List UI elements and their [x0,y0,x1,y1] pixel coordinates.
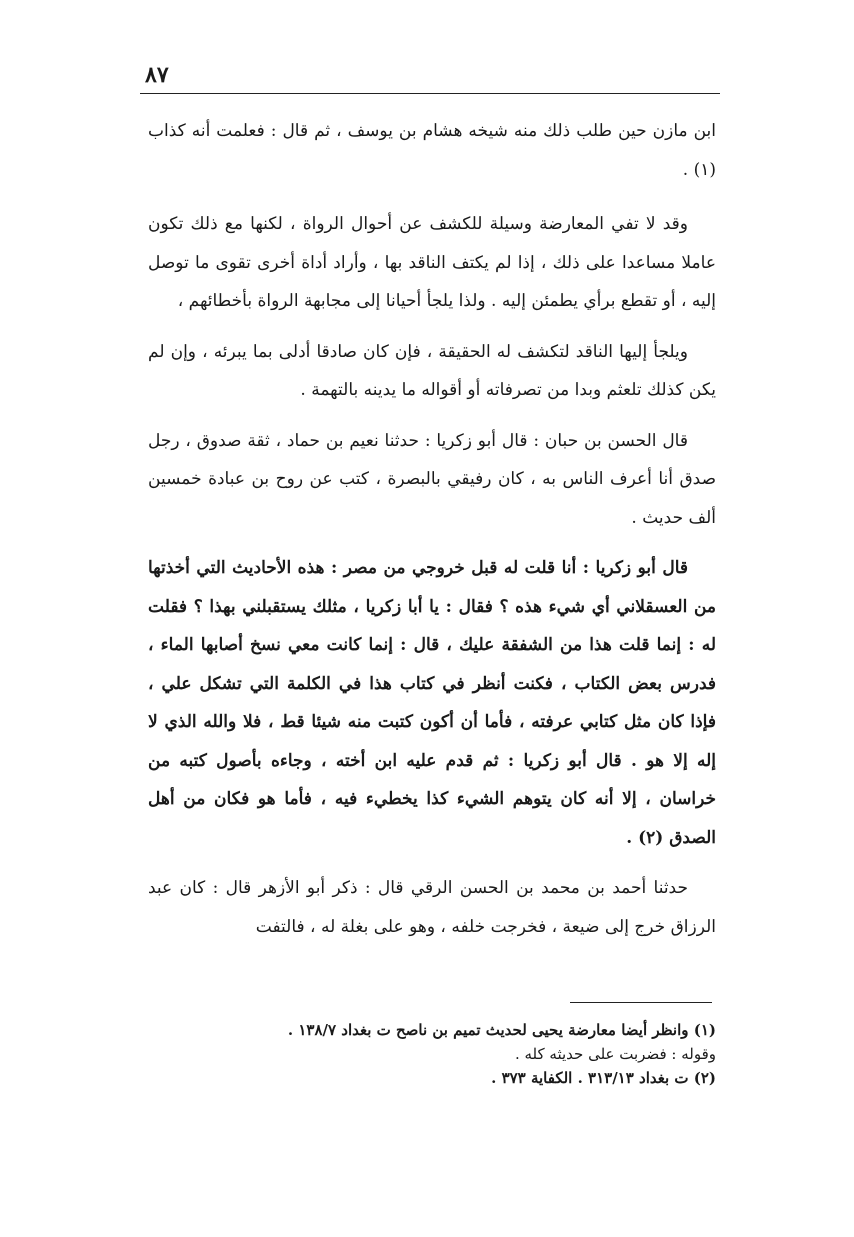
paragraph-4: قال الحسن بن حبان : قال أبو زكريا : حدثنا نعيم بن حماد ، ثقة صدوق ، رجل صدق أنا أعرف الناس به ، كان رفيقي بالبصرة ، كتب عن روح بن عبادة خمسين ألف حديث . [148,430,716,528]
footnotes [148,1018,716,1090]
paragraph-5: قال أبو زكريا : أنا قلت له قبل خروجي من مصر : هذه الأحاديث التي أخذتها من العسقلاني أي شيء هذه ؟ فقال : يا أبا زكريا ، مثلك يستقبلني بهذا ؟ فقلت له : إنما قلت هذا من الشفقة عليك ، قال : إنما كانت معي نسخ أصابها الماء ، فدرس بعض الكتاب ، فكنت أنظر في كتاب هذا في الكلمة التي تشكل علي ، فإذا كان مثل كتابي عرفته ، فأما أن أكون كتبت منه شيئا قط ، فلا والله الذي لا إله إلا هو . قال أبو زكريا : ثم قدم عليه ابن أخته ، وجاءه بأصول كتبه من خراسان ، إلا أنه كان يتوهم الشيء كذا يخطيء فيه ، فأما هو فكان من أهل الصدق (٢) . [148,558,716,848]
paragraph-2: وقد لا تفي المعارضة وسيلة للكشف عن أحوال الرواة ، لكنها مع ذلك تكون عاملا مساعدا على ذلك ، إذا لم يكتف الناقد بها ، وأراد أداة أخرى تقوى ما توصل إليه ، أو تقطع برأي يطمئن إليه . ولذا يلجأ أحيانا إلى مجابهة الرواة بأخطائهم ، [148,214,716,311]
paragraph-1: ابن مازن حين طلب ذلك منه شيخه هشام بن يوسف ، ثم قال : فعلمت أنه كذاب (١) . [148,121,716,180]
footnote-1: (١) وانظر أيضا معارضة يحيى لحديث تميم بن ناصح ت بغداد ١٣٨/٧ . [287,1021,716,1039]
footnote-rule [570,1002,712,1003]
page-number: ٨٧ [145,62,169,88]
body-text [148,112,716,946]
footnote-1-continued: وقوله : فضربت على حديثه كله . [514,1045,716,1063]
footnote-2: (٢) ت بغداد ٣١٣/١٣ . الكفاية ٣٧٣ . [491,1069,716,1087]
paragraph-6: حدثنا أحمد بن محمد بن الحسن الرقي قال : ذكر أبو الأزهر قال : كان عبد الرزاق خرج إلى ضيعة ، فخرجت خلفه ، وهو على بغلة له ، فالتفت [148,878,716,937]
header-rule [140,93,720,94]
paragraph-3: ويلجأ إليها الناقد لتكشف له الحقيقة ، فإن كان صادقا أدلى بما يبرئه ، وإن لم يكن كذلك تلعثم وبدا من تصرفاته أو أقواله ما يدينه بالتهمة . [148,341,716,400]
